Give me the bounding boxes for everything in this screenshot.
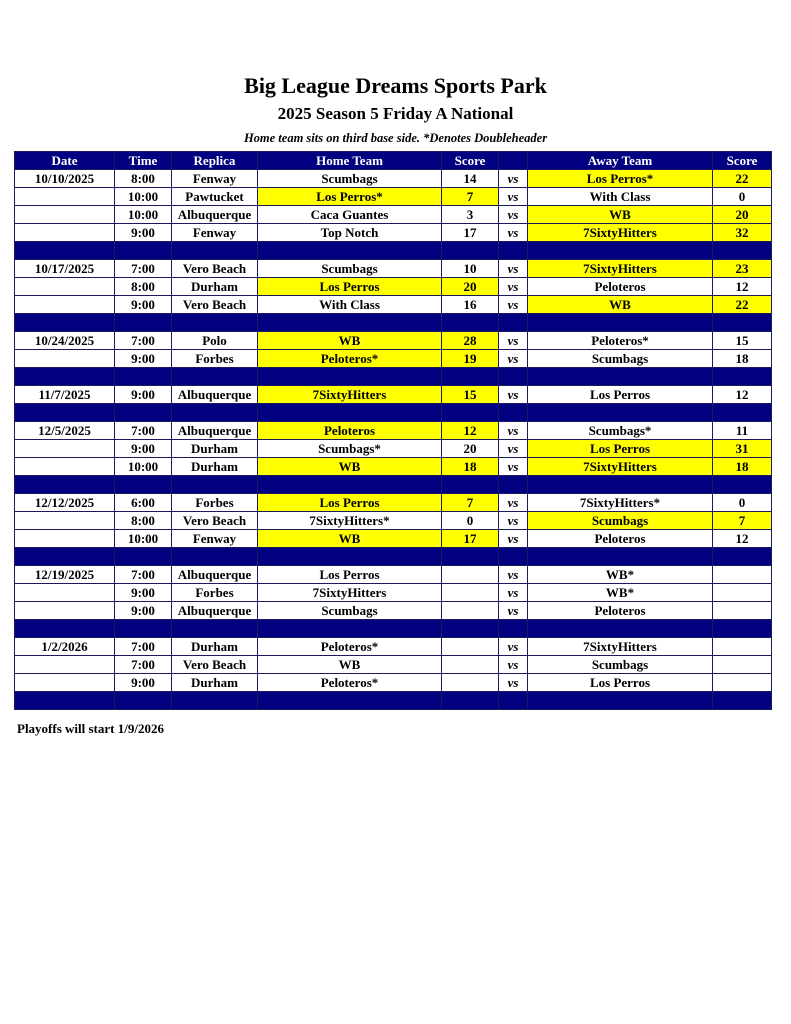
separator-cell [442, 368, 499, 386]
cell-vs: vs [499, 656, 528, 674]
cell-home-score: 10 [442, 260, 499, 278]
cell-replica: Vero Beach [172, 512, 258, 530]
separator-cell [172, 314, 258, 332]
table-row [15, 656, 772, 674]
table-row [15, 206, 772, 224]
cell-home-team: WB [258, 458, 442, 476]
cell-time: 9:00 [115, 674, 172, 692]
cell-home-team: Los Perros* [258, 188, 442, 206]
separator-cell [15, 368, 115, 386]
cell-time: 10:00 [115, 206, 172, 224]
separator-cell [172, 620, 258, 638]
separator-cell [115, 548, 172, 566]
schedule-body [15, 170, 772, 710]
cell-away-score: 12 [713, 278, 772, 296]
cell-away-score: 18 [713, 458, 772, 476]
cell-time: 8:00 [115, 278, 172, 296]
cell-time: 9:00 [115, 602, 172, 620]
cell-away-team: WB [528, 206, 713, 224]
col-header-time: Time [115, 152, 172, 170]
cell-away-score: 18 [713, 350, 772, 368]
cell-home-team: 7SixtyHitters [258, 386, 442, 404]
cell-away-team: Peloteros [528, 278, 713, 296]
cell-time: 7:00 [115, 638, 172, 656]
cell-replica: Durham [172, 440, 258, 458]
cell-away-team: With Class [528, 188, 713, 206]
cell-home-score: 18 [442, 458, 499, 476]
separator-cell [15, 476, 115, 494]
cell-away-team: Scumbags [528, 512, 713, 530]
cell-date: 11/7/2025 [15, 386, 115, 404]
cell-time: 7:00 [115, 566, 172, 584]
cell-date [15, 440, 115, 458]
separator-cell [713, 692, 772, 710]
week-separator-row [15, 620, 772, 638]
table-row [15, 422, 772, 440]
cell-date [15, 206, 115, 224]
separator-cell [172, 404, 258, 422]
col-header-away-score: Score [713, 152, 772, 170]
separator-cell [442, 692, 499, 710]
cell-vs: vs [499, 278, 528, 296]
week-separator-row [15, 314, 772, 332]
table-row [15, 170, 772, 188]
cell-date [15, 188, 115, 206]
cell-date: 10/10/2025 [15, 170, 115, 188]
cell-time: 7:00 [115, 332, 172, 350]
cell-home-score: 28 [442, 332, 499, 350]
cell-time: 8:00 [115, 170, 172, 188]
separator-cell [499, 404, 528, 422]
table-row [15, 296, 772, 314]
cell-date [15, 674, 115, 692]
separator-cell [115, 620, 172, 638]
week-separator-row [15, 368, 772, 386]
separator-cell [713, 404, 772, 422]
cell-away-score: 20 [713, 206, 772, 224]
cell-replica: Vero Beach [172, 260, 258, 278]
table-header-row [15, 152, 772, 170]
cell-date: 12/12/2025 [15, 494, 115, 512]
cell-away-score: 0 [713, 188, 772, 206]
separator-cell [115, 314, 172, 332]
cell-date [15, 512, 115, 530]
cell-away-score: 22 [713, 170, 772, 188]
separator-cell [258, 242, 442, 260]
separator-cell [172, 368, 258, 386]
cell-replica: Vero Beach [172, 296, 258, 314]
cell-time: 9:00 [115, 584, 172, 602]
table-row [15, 440, 772, 458]
cell-away-team: WB* [528, 566, 713, 584]
cell-away-team: Los Perros [528, 440, 713, 458]
col-header-date: Date [15, 152, 115, 170]
separator-cell [499, 548, 528, 566]
cell-replica: Forbes [172, 494, 258, 512]
cell-date [15, 278, 115, 296]
cell-date: 12/19/2025 [15, 566, 115, 584]
table-row [15, 260, 772, 278]
cell-replica: Albuquerque [172, 386, 258, 404]
cell-replica: Albuquerque [172, 422, 258, 440]
cell-date [15, 224, 115, 242]
table-row [15, 530, 772, 548]
cell-away-score [713, 602, 772, 620]
cell-away-team: 7SixtyHitters* [528, 494, 713, 512]
separator-cell [442, 548, 499, 566]
cell-replica: Fenway [172, 170, 258, 188]
cell-home-score: 19 [442, 350, 499, 368]
cell-home-score [442, 638, 499, 656]
separator-cell [528, 404, 713, 422]
cell-away-score: 0 [713, 494, 772, 512]
cell-home-team: WB [258, 656, 442, 674]
separator-cell [258, 368, 442, 386]
separator-cell [15, 692, 115, 710]
cell-vs: vs [499, 602, 528, 620]
separator-cell [258, 314, 442, 332]
separator-cell [499, 314, 528, 332]
cell-away-score: 7 [713, 512, 772, 530]
separator-cell [15, 242, 115, 260]
col-header-home-team: Home Team [258, 152, 442, 170]
table-row [15, 584, 772, 602]
cell-replica: Albuquerque [172, 206, 258, 224]
separator-cell [528, 314, 713, 332]
cell-home-team: Los Perros [258, 278, 442, 296]
table-row [15, 494, 772, 512]
col-header-replica: Replica [172, 152, 258, 170]
cell-replica: Durham [172, 278, 258, 296]
cell-home-score [442, 602, 499, 620]
separator-cell [258, 476, 442, 494]
cell-vs: vs [499, 224, 528, 242]
separator-cell [258, 548, 442, 566]
cell-home-score: 0 [442, 512, 499, 530]
cell-away-team: 7SixtyHitters [528, 260, 713, 278]
cell-vs: vs [499, 494, 528, 512]
cell-home-score: 20 [442, 440, 499, 458]
separator-cell [15, 404, 115, 422]
cell-away-team: Scumbags [528, 350, 713, 368]
cell-time: 9:00 [115, 440, 172, 458]
cell-home-team: Los Perros [258, 566, 442, 584]
separator-cell [172, 476, 258, 494]
page-title: Big League Dreams Sports Park [244, 73, 547, 98]
separator-cell [528, 548, 713, 566]
cell-date: 1/2/2026 [15, 638, 115, 656]
cell-home-score: 14 [442, 170, 499, 188]
separator-cell [115, 368, 172, 386]
cell-time: 9:00 [115, 350, 172, 368]
playoffs-note: Playoffs will start 1/9/2026 [17, 721, 164, 736]
cell-home-team: Caca Guantes [258, 206, 442, 224]
separator-cell [172, 548, 258, 566]
cell-home-team: Scumbags [258, 602, 442, 620]
table-row [15, 674, 772, 692]
cell-home-score: 7 [442, 494, 499, 512]
cell-home-team: WB [258, 530, 442, 548]
cell-vs: vs [499, 458, 528, 476]
table-row [15, 386, 772, 404]
cell-home-team: Scumbags* [258, 440, 442, 458]
separator-cell [499, 692, 528, 710]
separator-cell [713, 548, 772, 566]
cell-home-score: 15 [442, 386, 499, 404]
cell-away-team: Scumbags [528, 656, 713, 674]
cell-home-team: 7SixtyHitters [258, 584, 442, 602]
cell-vs: vs [499, 206, 528, 224]
col-header-away-team: Away Team [528, 152, 713, 170]
separator-cell [528, 242, 713, 260]
table-row [15, 638, 772, 656]
cell-home-score [442, 584, 499, 602]
table-row [15, 188, 772, 206]
cell-away-team: WB [528, 296, 713, 314]
cell-away-score [713, 656, 772, 674]
cell-home-team: Peloteros* [258, 638, 442, 656]
separator-cell [713, 368, 772, 386]
separator-cell [172, 692, 258, 710]
cell-away-team: Los Perros [528, 386, 713, 404]
cell-home-score: 17 [442, 530, 499, 548]
cell-vs: vs [499, 638, 528, 656]
cell-time: 10:00 [115, 530, 172, 548]
cell-away-team: Peloteros [528, 530, 713, 548]
cell-home-team: Scumbags [258, 260, 442, 278]
separator-cell [442, 404, 499, 422]
cell-time: 9:00 [115, 224, 172, 242]
cell-away-score: 12 [713, 530, 772, 548]
cell-home-score: 7 [442, 188, 499, 206]
cell-home-team: 7SixtyHitters* [258, 512, 442, 530]
cell-vs: vs [499, 332, 528, 350]
cell-away-score [713, 674, 772, 692]
cell-away-score [713, 566, 772, 584]
separator-cell [442, 314, 499, 332]
cell-home-team: Top Notch [258, 224, 442, 242]
separator-cell [115, 404, 172, 422]
cell-vs: vs [499, 260, 528, 278]
page-subtitle: 2025 Season 5 Friday A National [277, 104, 514, 123]
separator-cell [499, 476, 528, 494]
cell-replica: Fenway [172, 530, 258, 548]
cell-away-score: 12 [713, 386, 772, 404]
cell-home-score: 12 [442, 422, 499, 440]
cell-home-team: Peloteros* [258, 350, 442, 368]
separator-cell [713, 620, 772, 638]
cell-time: 8:00 [115, 512, 172, 530]
cell-replica: Pawtucket [172, 188, 258, 206]
col-header-home-score: Score [442, 152, 499, 170]
col-header-vs [499, 152, 528, 170]
separator-cell [258, 404, 442, 422]
cell-date: 10/17/2025 [15, 260, 115, 278]
cell-vs: vs [499, 350, 528, 368]
cell-away-team: Peloteros* [528, 332, 713, 350]
cell-vs: vs [499, 296, 528, 314]
cell-date [15, 656, 115, 674]
separator-cell [528, 692, 713, 710]
cell-home-score: 20 [442, 278, 499, 296]
cell-away-team: 7SixtyHitters [528, 638, 713, 656]
cell-vs: vs [499, 530, 528, 548]
cell-vs: vs [499, 422, 528, 440]
cell-away-team: WB* [528, 584, 713, 602]
separator-cell [15, 548, 115, 566]
cell-home-score: 3 [442, 206, 499, 224]
cell-time: 9:00 [115, 386, 172, 404]
cell-away-score: 22 [713, 296, 772, 314]
cell-home-team: With Class [258, 296, 442, 314]
cell-replica: Polo [172, 332, 258, 350]
week-separator-row [15, 548, 772, 566]
cell-home-team: Peloteros* [258, 674, 442, 692]
separator-cell [115, 476, 172, 494]
table-row [15, 278, 772, 296]
separator-cell [15, 314, 115, 332]
cell-date: 10/24/2025 [15, 332, 115, 350]
table-row [15, 224, 772, 242]
separator-cell [499, 242, 528, 260]
separator-cell [713, 476, 772, 494]
cell-vs: vs [499, 674, 528, 692]
table-row [15, 566, 772, 584]
cell-vs: vs [499, 584, 528, 602]
separator-cell [528, 620, 713, 638]
cell-time: 6:00 [115, 494, 172, 512]
cell-date: 12/5/2025 [15, 422, 115, 440]
week-separator-row [15, 242, 772, 260]
cell-date [15, 530, 115, 548]
cell-date [15, 602, 115, 620]
cell-away-score: 23 [713, 260, 772, 278]
cell-replica: Albuquerque [172, 566, 258, 584]
cell-replica: Forbes [172, 584, 258, 602]
cell-time: 10:00 [115, 458, 172, 476]
cell-home-score: 17 [442, 224, 499, 242]
cell-vs: vs [499, 440, 528, 458]
cell-away-score: 11 [713, 422, 772, 440]
cell-home-score: 16 [442, 296, 499, 314]
separator-cell [442, 476, 499, 494]
cell-time: 10:00 [115, 188, 172, 206]
separator-cell [528, 476, 713, 494]
cell-away-score: 32 [713, 224, 772, 242]
cell-replica: Vero Beach [172, 656, 258, 674]
cell-date [15, 350, 115, 368]
separator-cell [172, 242, 258, 260]
cell-away-score: 31 [713, 440, 772, 458]
cell-time: 7:00 [115, 422, 172, 440]
cell-vs: vs [499, 188, 528, 206]
separator-cell [442, 620, 499, 638]
cell-vs: vs [499, 386, 528, 404]
cell-time: 9:00 [115, 296, 172, 314]
cell-vs: vs [499, 566, 528, 584]
cell-home-team: Los Perros [258, 494, 442, 512]
cell-home-team: WB [258, 332, 442, 350]
cell-replica: Fenway [172, 224, 258, 242]
table-row [15, 602, 772, 620]
separator-cell [442, 242, 499, 260]
cell-home-score [442, 674, 499, 692]
separator-cell [713, 314, 772, 332]
separator-cell [713, 242, 772, 260]
cell-away-team: 7SixtyHitters [528, 458, 713, 476]
week-separator-row [15, 692, 772, 710]
cell-away-team: Los Perros [528, 674, 713, 692]
cell-date [15, 458, 115, 476]
separator-cell [499, 368, 528, 386]
cell-home-score [442, 566, 499, 584]
cell-away-score [713, 638, 772, 656]
cell-replica: Durham [172, 458, 258, 476]
separator-cell [499, 620, 528, 638]
cell-away-team: 7SixtyHitters [528, 224, 713, 242]
table-row [15, 332, 772, 350]
cell-replica: Durham [172, 638, 258, 656]
separator-cell [115, 692, 172, 710]
cell-replica: Forbes [172, 350, 258, 368]
cell-date [15, 296, 115, 314]
cell-away-team: Peloteros [528, 602, 713, 620]
separator-cell [15, 620, 115, 638]
cell-away-team: Scumbags* [528, 422, 713, 440]
cell-replica: Albuquerque [172, 602, 258, 620]
separator-cell [258, 692, 442, 710]
table-row [15, 458, 772, 476]
cell-time: 7:00 [115, 260, 172, 278]
week-separator-row [15, 404, 772, 422]
separator-cell [258, 620, 442, 638]
cell-away-score: 15 [713, 332, 772, 350]
table-row [15, 350, 772, 368]
schedule-table [14, 151, 772, 710]
schedule-note: Home team sits on third base side. *Denotes Doubleheader [243, 131, 548, 145]
separator-cell [115, 242, 172, 260]
cell-replica: Durham [172, 674, 258, 692]
table-row [15, 512, 772, 530]
cell-vs: vs [499, 170, 528, 188]
cell-away-team: Los Perros* [528, 170, 713, 188]
separator-cell [528, 368, 713, 386]
cell-vs: vs [499, 512, 528, 530]
cell-home-score [442, 656, 499, 674]
cell-home-team: Scumbags [258, 170, 442, 188]
cell-date [15, 584, 115, 602]
cell-away-score [713, 584, 772, 602]
cell-home-team: Peloteros [258, 422, 442, 440]
week-separator-row [15, 476, 772, 494]
cell-time: 7:00 [115, 656, 172, 674]
